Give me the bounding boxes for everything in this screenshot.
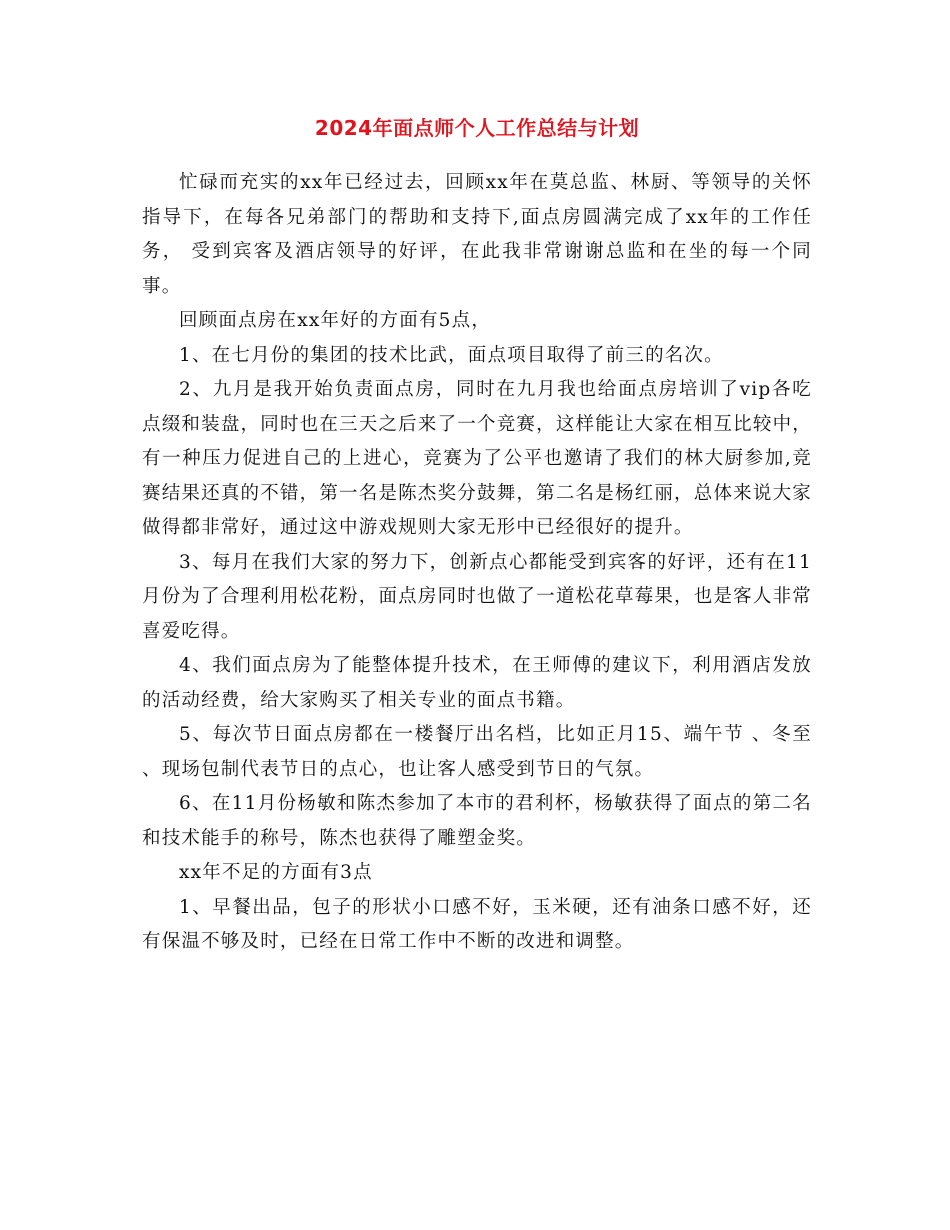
paragraph-shortcomings-heading: xx年不足的方面有3点	[179, 862, 373, 883]
paragraph-good-point-3: 3、每月在我们大家的努力下，创新点心都能受到宾客的好评，还有在11月份为了合理利用松花粉，面点房同时也做了一道松花草莓果，也是客人非常喜爱吃得。	[142, 551, 812, 642]
paragraph-intro: 忙碌而充实的xx年已经过去，回顾xx年在莫总监、林厨、等领导的关怀指导下，在每各兄弟部门的帮助和支持下,面点房圆满完成了xx年的工作任务， 受到宾客及酒店领导的好评，在此我非常谢谢总监和在坐的每一个同事。	[142, 172, 812, 297]
document-page	[142, 108, 812, 960]
paragraph-good-points-heading: 回顾面点房在xx年好的方面有5点，	[179, 310, 492, 331]
paragraph-good-point-4: 4、我们面点房为了能整体提升技术，在王师傅的建议下，利用酒店发放的活动经费，给大家购买了相关专业的面点书籍。	[142, 655, 812, 711]
paragraph-good-point-1: 1、在七月份的集团的技术比武，面点项目取得了前三的名次。	[179, 344, 724, 366]
paragraph-good-point-2: 2、九月是我开始负责面点房，同时在九月我也给面点房培训了vip各吃点缀和装盘，同时也在三天之后来了一个竞赛，这样能让大家在相互比较中，有一种压力促进自己的上进心，竞赛为了公平也邀请了我们的林大厨参加,竞赛结果还真的不错，第一名是陈杰奖分鼓舞，第二名是杨红丽，总体来说大家做得都非常好，通过这中游戏规则大家无形中已经很好的提升。	[142, 379, 812, 538]
paragraph-good-point-5: 5、每次节日面点房都在一楼餐厅出名档，比如正月15、端午节 、冬至 、现场包制代表节日的点心，也让客人感受到节日的气氛。	[142, 724, 812, 780]
document-title: 2024年面点师个人工作总结与计划	[314, 116, 640, 140]
paragraph-shortcoming-1: 1、早餐出品，包子的形状小口感不好，玉米硬，还有油条口感不好，还有保温不够及时，已经在日常工作中不断的改进和调整。	[142, 896, 812, 952]
paragraph-good-point-6: 6、在11月份杨敏和陈杰参加了本市的君利杯，杨敏获得了面点的第二名和技术能手的称号，陈杰也获得了雕塑金奖。	[142, 793, 812, 849]
